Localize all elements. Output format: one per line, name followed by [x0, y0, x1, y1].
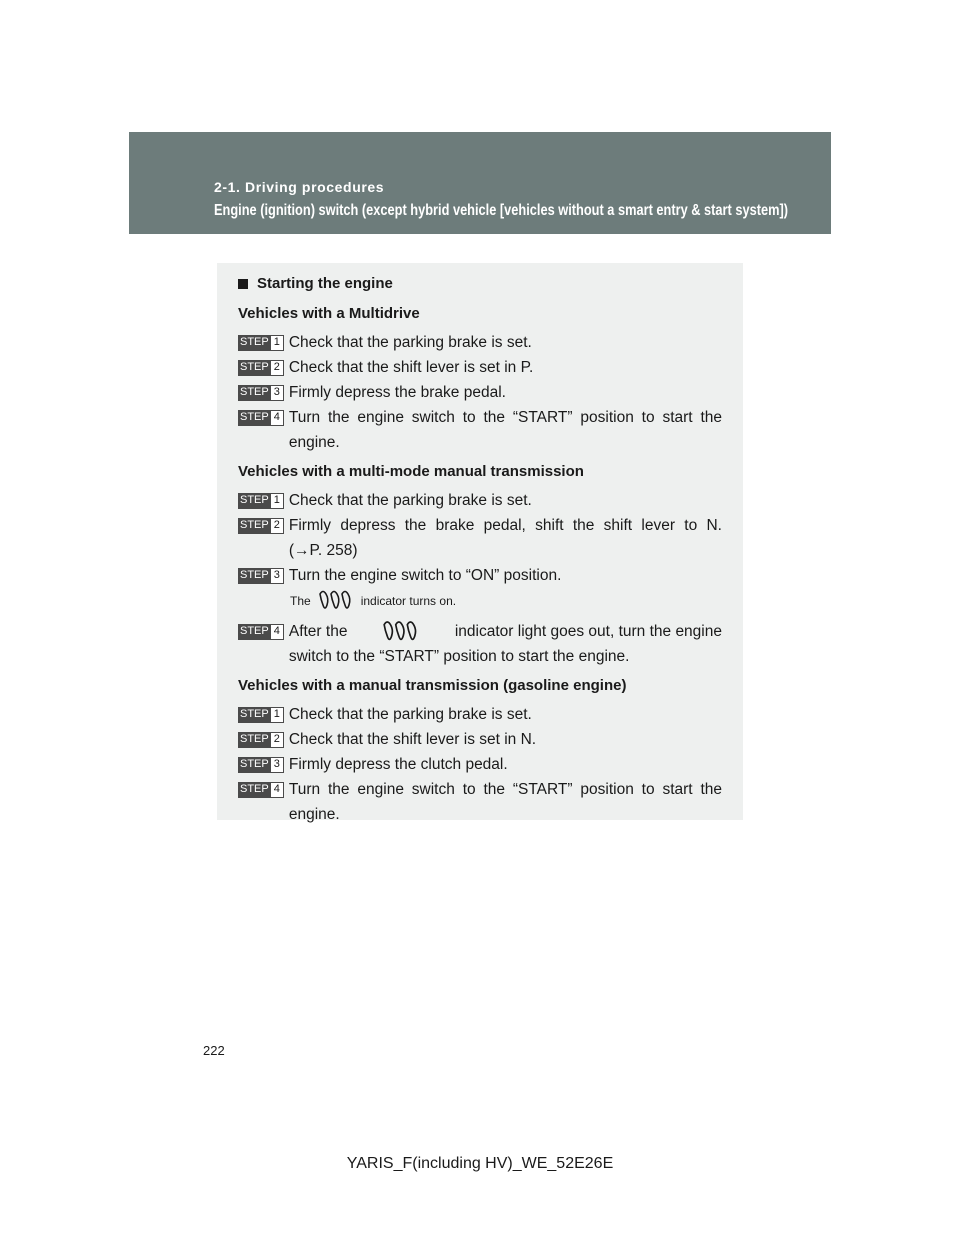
- step-text: [289, 777, 722, 827]
- step-text: Check that the shift lever is set in P.: [288, 359, 534, 376]
- step-item: [238, 513, 722, 563]
- step-badge: STEP 1: [238, 707, 284, 723]
- step-item: [238, 380, 722, 405]
- step-badge: STEP 2: [238, 518, 284, 534]
- step-badge: STEP 3: [238, 568, 284, 584]
- group-heading-manual: Vehicles with a manual transmission (gasoline engine): [238, 677, 627, 694]
- page-reference-link[interactable]: (→P. 258): [288, 542, 358, 559]
- step-text-line: Turn the engine switch to the “START” position to start the: [288, 409, 722, 426]
- step-badge: STEP 2: [238, 360, 284, 376]
- square-bullet-icon: [238, 279, 248, 289]
- step-badge: STEP 4: [238, 410, 284, 426]
- step-text: Check that the parking brake is set.: [288, 706, 532, 723]
- step-text: Firmly depress the clutch pedal.: [288, 756, 508, 773]
- topic-label: Starting the engine: [257, 275, 393, 292]
- page-number: 222: [203, 1043, 225, 1058]
- step-badge: STEP 1: [238, 335, 284, 351]
- step-note: [290, 590, 722, 612]
- group-heading-multidrive: Vehicles with a Multidrive: [238, 305, 420, 322]
- step-text: Firmly depress the brake pedal.: [288, 384, 506, 401]
- note-text: The: [290, 594, 311, 608]
- step-badge: STEP 1: [238, 493, 284, 509]
- note-text: indicator turns on.: [360, 594, 457, 608]
- step-item: [238, 355, 722, 380]
- step-text-fragment: indicator light goes out, turn the engine: [454, 623, 722, 640]
- step-text-line: Turn the engine switch to the “START” position to start the: [288, 781, 722, 798]
- step-text: Turn the engine switch to “ON” position.: [288, 567, 562, 584]
- step-badge: STEP 3: [238, 757, 284, 773]
- topic-heading: [238, 275, 722, 293]
- step-text: Check that the parking brake is set.: [288, 492, 532, 509]
- step-text: Check that the shift lever is set in N.: [288, 731, 537, 748]
- step-badge: STEP 4: [238, 782, 284, 798]
- step-text: Check that the parking brake is set.: [288, 334, 532, 351]
- step-text-fragment: After the: [288, 623, 348, 640]
- step-item: [238, 727, 722, 752]
- step-text: [289, 405, 722, 455]
- step-item: [238, 488, 722, 513]
- step-text-line: engine.: [288, 434, 340, 451]
- section-label: 2-1. Driving procedures: [214, 179, 385, 195]
- section-header-band: [129, 132, 831, 234]
- glow-plug-indicator-icon: [381, 620, 421, 644]
- step-text-line: switch to the “START” position to start the engine.: [288, 648, 630, 665]
- procedure-box: [217, 263, 743, 823]
- step-badge: STEP 2: [238, 732, 284, 748]
- step-text-line: engine.: [288, 806, 340, 823]
- step-item: [238, 619, 722, 669]
- step-badge: STEP 4: [238, 624, 284, 640]
- step-item: [238, 563, 722, 588]
- step-item: [238, 777, 722, 827]
- glow-plug-indicator-icon: [317, 590, 355, 612]
- step-text: [289, 619, 722, 669]
- step-item: [238, 405, 722, 455]
- step-text: [289, 513, 722, 563]
- step-badge: STEP 3: [238, 385, 284, 401]
- page-title: Engine (ignition) switch (except hybrid vehicle [vehicles without a smart entry & start system]): [214, 202, 788, 219]
- document-code: YARIS_F(including HV)_WE_52E26E: [346, 1155, 614, 1172]
- step-item: [238, 702, 722, 727]
- step-item: [238, 330, 722, 355]
- step-item: [238, 752, 722, 777]
- step-text-line: Firmly depress the brake pedal, shift the shift lever to N.: [288, 517, 722, 534]
- group-heading-multimode: Vehicles with a multi-mode manual transmission: [238, 463, 584, 480]
